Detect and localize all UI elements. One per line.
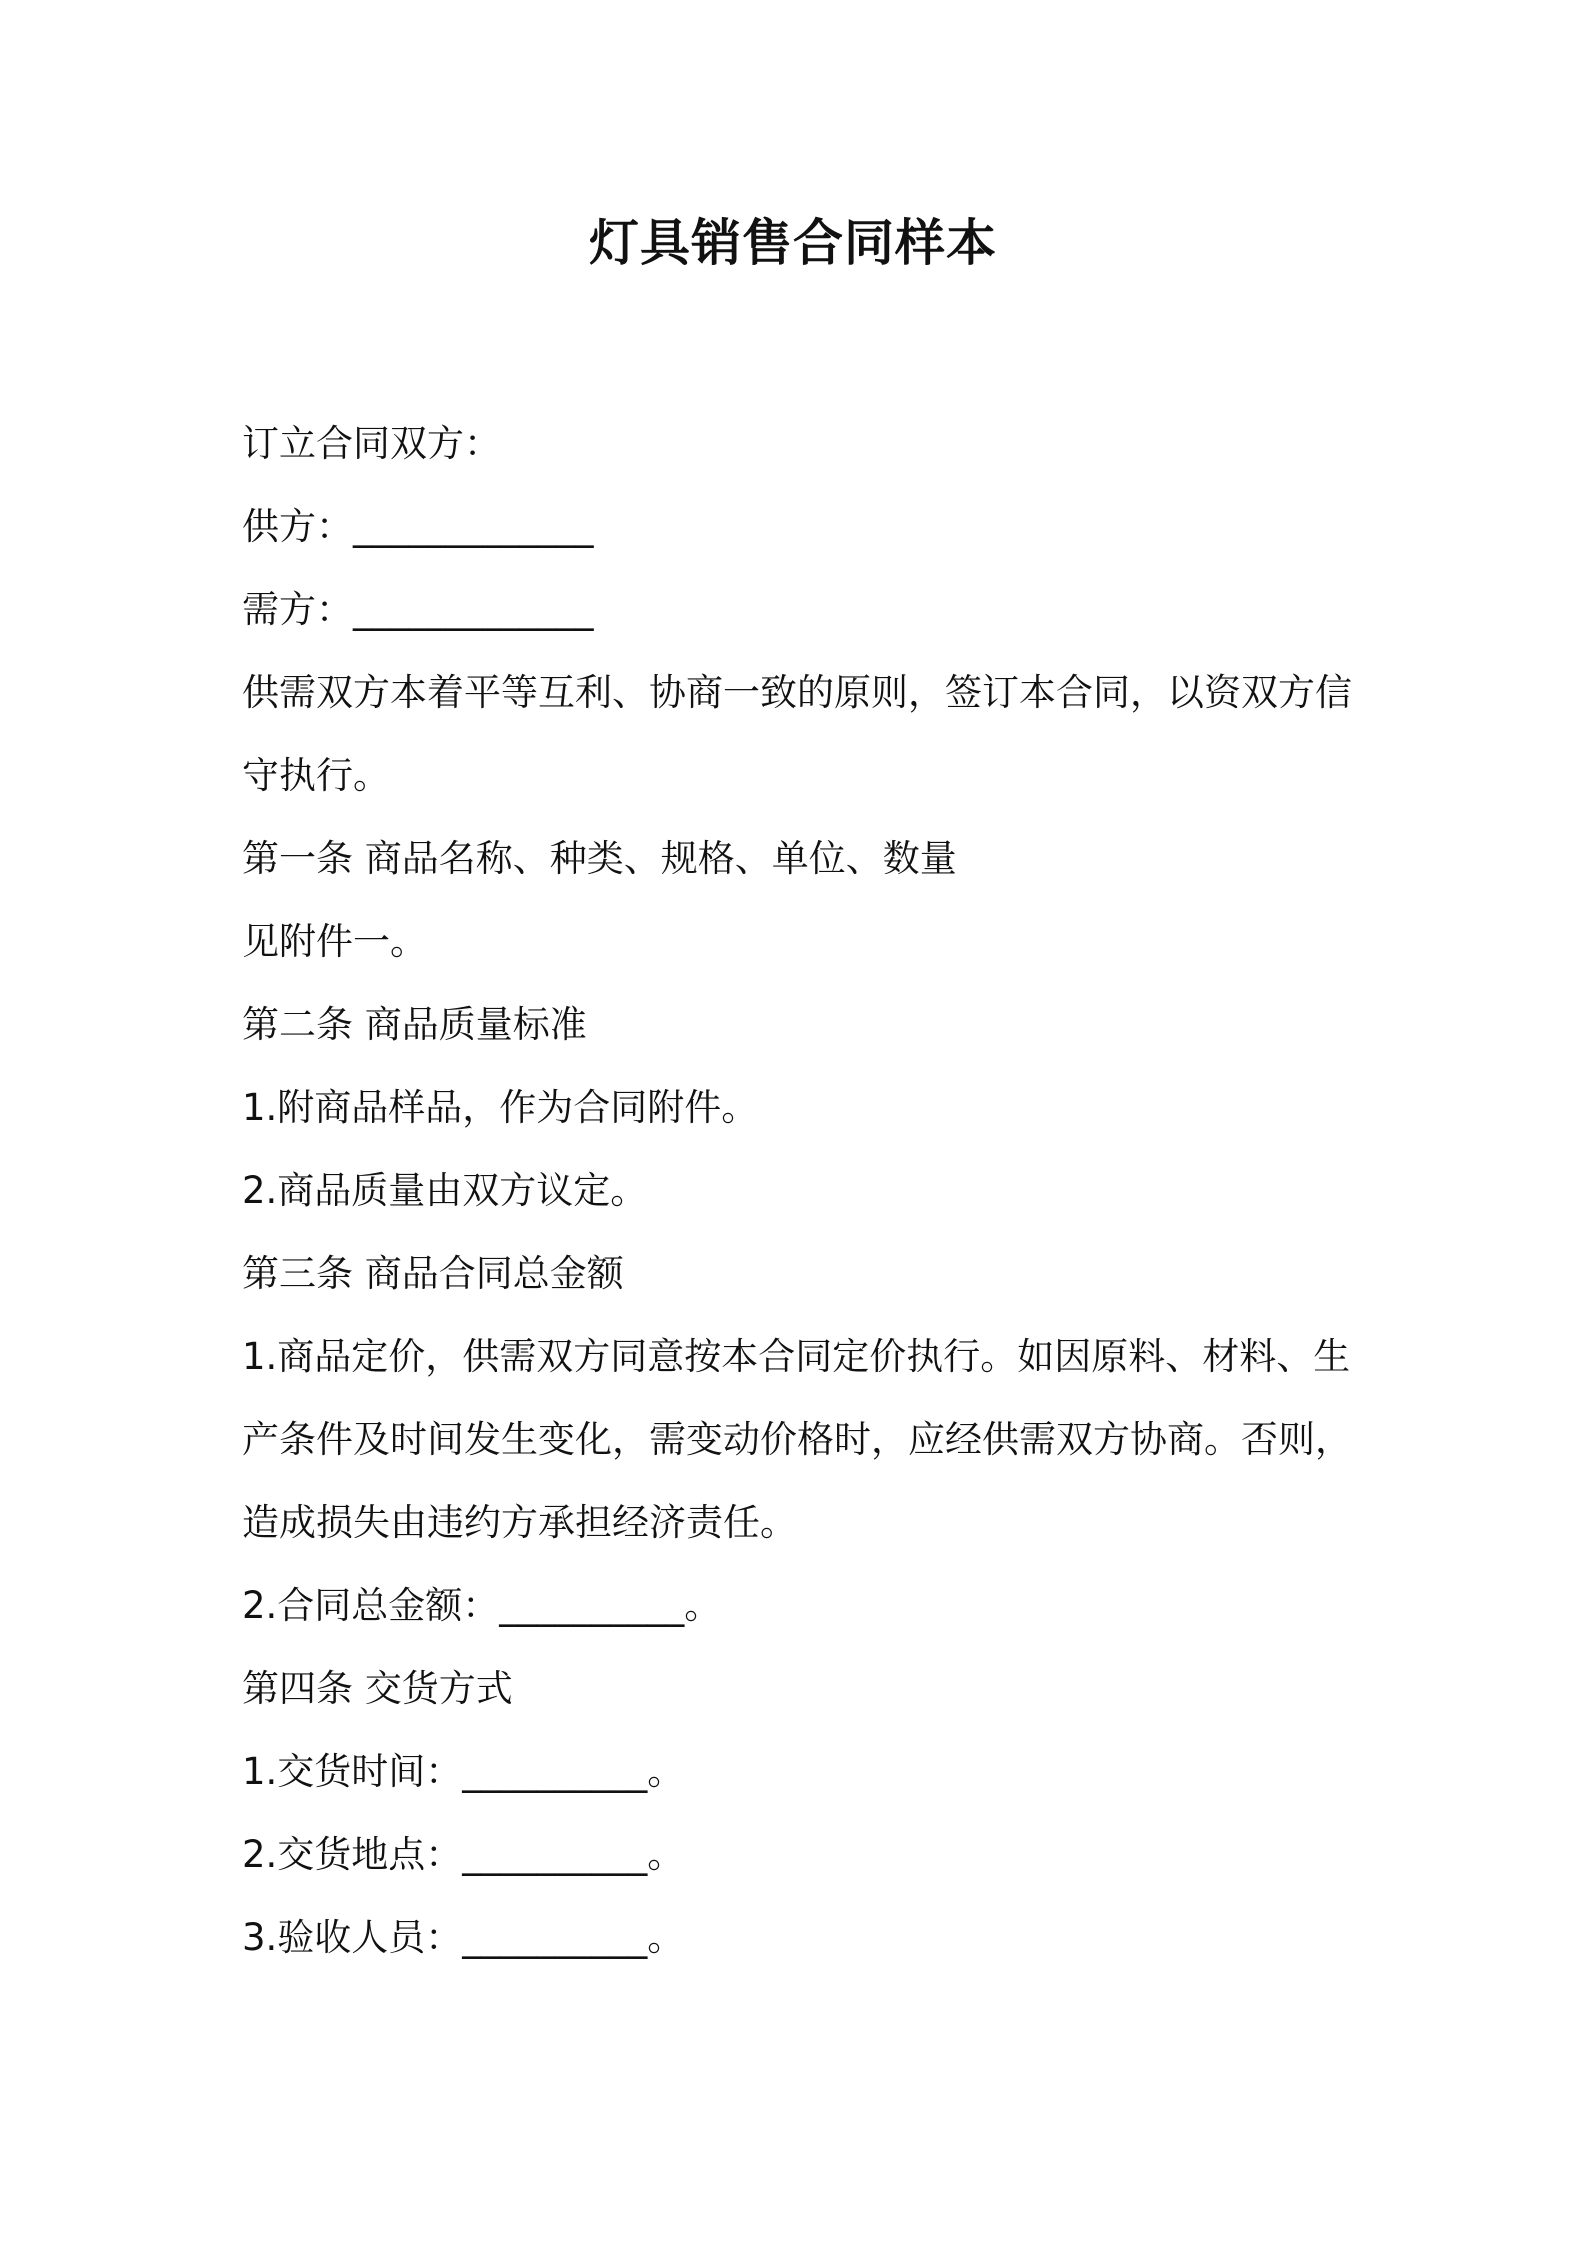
article-1-text: 见附件一。	[242, 920, 427, 963]
supplier-line: 供方：_____________	[242, 505, 594, 548]
article-4-item-3: 3.验收人员：__________。	[242, 1916, 685, 1959]
document-body	[242, 402, 1362, 1979]
article-3-item-1-line-2: 产条件及时间发生变化，需变动价格时，应经供需双方协商。否则，	[242, 1418, 1352, 1461]
article-4-heading: 第四条 交货方式	[242, 1667, 513, 1710]
article-3-item-1-line-1: 1.商品定价，供需双方同意按本合同定价执行。如因原料、材料、生	[242, 1335, 1351, 1378]
article-3-item-1-line-3: 造成损失由违约方承担经济责任。	[242, 1501, 797, 1544]
document-title: 灯具销售合同样本	[589, 214, 997, 272]
article-2-item-2: 2.商品质量由双方议定。	[242, 1169, 648, 1212]
article-1-heading: 第一条 商品名称、种类、规格、单位、数量	[242, 837, 957, 880]
article-3-item-2: 2.合同总金额：__________。	[242, 1584, 722, 1627]
article-3-heading: 第三条 商品合同总金额	[242, 1252, 624, 1295]
preamble-line-2: 守执行。	[242, 754, 390, 797]
article-2-heading: 第二条 商品质量标准	[242, 1003, 587, 1046]
preamble-line-1: 供需双方本着平等互利、协商一致的原则，签订本合同，以资双方信	[242, 671, 1352, 714]
article-2-item-1: 1.附商品样品，作为合同附件。	[242, 1086, 759, 1129]
parties-heading: 订立合同双方：	[242, 422, 501, 465]
article-4-item-2: 2.交货地点：__________。	[242, 1833, 685, 1876]
buyer-line: 需方：_____________	[242, 588, 594, 631]
article-4-item-1: 1.交货时间：__________。	[242, 1750, 685, 1793]
